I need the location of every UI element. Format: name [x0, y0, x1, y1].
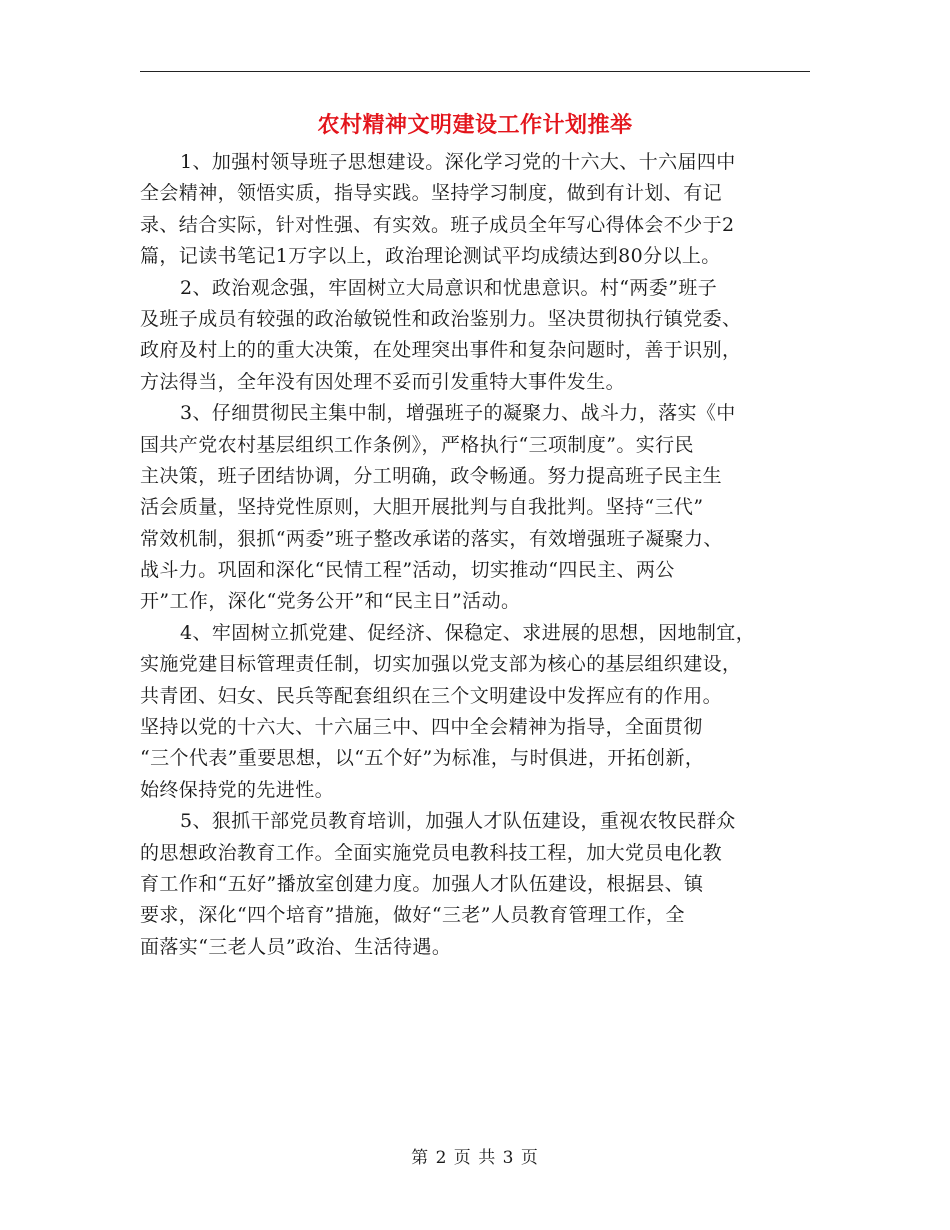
paragraph	[140, 273, 812, 399]
paragraph-line: 的思想政治教育工作。全面实施党员电教科技工程，加大党员电化教	[140, 841, 723, 864]
paragraph-line: 坚持以党的十六大、十六届三中、四中全会精神为指导，全面贯彻	[140, 716, 703, 739]
paragraph-line: 共青团、妇女、民兵等配套组织在三个文明建设中发挥应有的作用。	[140, 684, 723, 707]
paragraph-line: 及班子成员有较强的政治敏锐性和政治鉴别力。坚决贯彻执行镇党委、	[140, 307, 742, 330]
document-title: 农村精神文明建设工作计划推举	[317, 113, 633, 138]
paragraph-line: 常效机制，狠抓“两委”班子整改承诺的落实，有效增强班子凝聚力、	[140, 527, 723, 550]
paragraph-line: 开”工作，深化“党务公开”和“民主日”活动。	[140, 590, 521, 613]
paragraph-line: 战斗力。巩固和深化“民情工程”活动，切实推动“四民主、两公	[140, 559, 675, 582]
paragraph	[140, 147, 812, 273]
document-body	[140, 147, 812, 963]
paragraph-line: 面落实“三老人员”政治、生活待遇。	[140, 935, 452, 958]
paragraph-line: 政府及村上的的重大决策，在处理突出事件和复杂问题时，善于识别，	[140, 339, 742, 362]
paragraph-line: 要求，深化“四个培育”措施，做好“三老”人员教育管理工作，全	[140, 904, 685, 927]
paragraph-line: 3、仔细贯彻民主集中制，增强班子的凝聚力、战斗力，落实《中	[180, 402, 736, 425]
paragraph-line: 全会精神，领悟实质，指导实践。坚持学习制度，做到有计划、有记	[140, 182, 723, 205]
paragraph-line: 4、牢固树立抓党建、促经济、保稳定、求进展的思想，因地制宜，	[180, 621, 756, 644]
paragraph-line: 始终保持党的先进性。	[140, 778, 335, 801]
paragraph-line: 活会质量，坚持党性原则，大胆开展批判与自我批判。坚持“三代”	[140, 496, 704, 519]
paragraph	[140, 806, 812, 963]
header-rule	[140, 71, 810, 72]
paragraph-line: “三个代表”重要思想，以“五个好”为标准，与时俱进，开拓创新，	[140, 747, 705, 770]
paragraph-line: 育工作和“五好”播放室创建力度。加强人才队伍建设，根据县、镇	[140, 872, 704, 895]
paragraph-line: 国共产党农村基层组织工作条例》，严格执行“三项制度”。实行民	[140, 433, 694, 456]
paragraph-line: 篇，记读书笔记1万字以上，政治理论测试平均成绩达到80分以上。	[140, 245, 721, 268]
paragraph-line: 实施党建目标管理责任制，切实加强以党支部为核心的基层组织建设，	[140, 653, 742, 676]
paragraph	[140, 398, 812, 618]
paragraph-line: 录、结合实际，针对性强、有实效。班子成员全年写心得体会不少于2	[140, 213, 735, 236]
paragraph-line: 2、政治观念强，牢固树立大局意识和忧患意识。村“两委”班子	[180, 276, 718, 299]
paragraph-line: 方法得当，全年没有因处理不妥而引发重特大事件发生。	[140, 370, 626, 393]
paragraph-line: 主决策，班子团结协调，分工明确，政令畅通。努力提高班子民主生	[140, 464, 723, 487]
paragraph	[140, 618, 812, 806]
paragraph-line: 1、加强村领导班子思想建设。深化学习党的十六大、十六届四中	[180, 151, 736, 173]
paragraph-line: 5、狠抓干部党员教育培训，加强人才队伍建设，重视农牧民群众	[180, 810, 736, 833]
page-number-footer: 第 2 页 共 3 页	[411, 1148, 539, 1168]
